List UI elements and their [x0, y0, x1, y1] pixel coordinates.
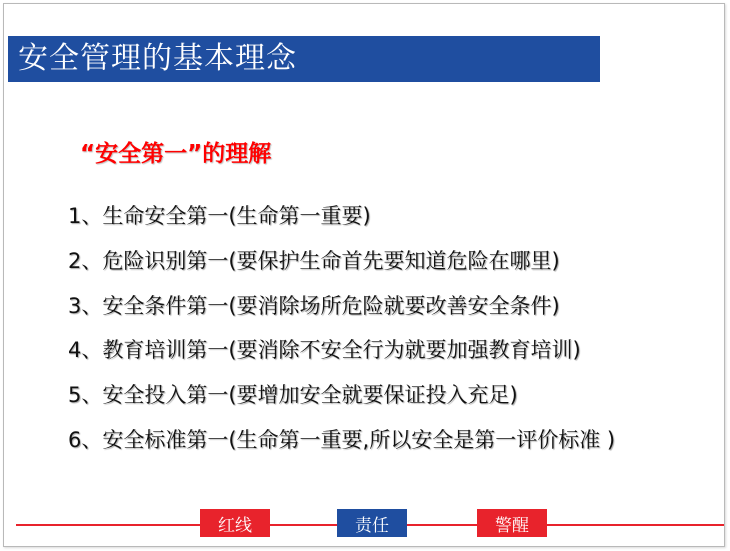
principle-item-1: 1、生命安全第一(生命第一重要)	[68, 204, 371, 228]
badge-red-line: 红线	[200, 509, 270, 537]
slide	[3, 3, 725, 547]
principle-item-3: 3、安全条件第一(要消除场所危险就要改善安全条件)	[68, 293, 560, 318]
principle-item-2: 2、危险识别第一(要保护生命首先要知道危险在哪里)	[68, 248, 560, 273]
principle-list	[68, 201, 615, 470]
slide-title: 安全管理的基本理念	[18, 41, 297, 76]
principle-item-5: 5、安全投入第一(要增加安全就要保证投入充足)	[68, 383, 518, 408]
badge-alert: 警醒	[477, 509, 547, 537]
slide-subtitle: “安全第一”的理解	[80, 141, 272, 167]
principle-item-4: 4、教育培训第一(要消除不安全行为就要加强教育培训)	[68, 338, 581, 363]
principle-item-6: 6、安全标准第一(生命第一重要,所以安全是第一评价标准 )	[68, 427, 616, 452]
badge-responsibility: 责任	[337, 509, 407, 537]
title-bar	[8, 36, 600, 82]
